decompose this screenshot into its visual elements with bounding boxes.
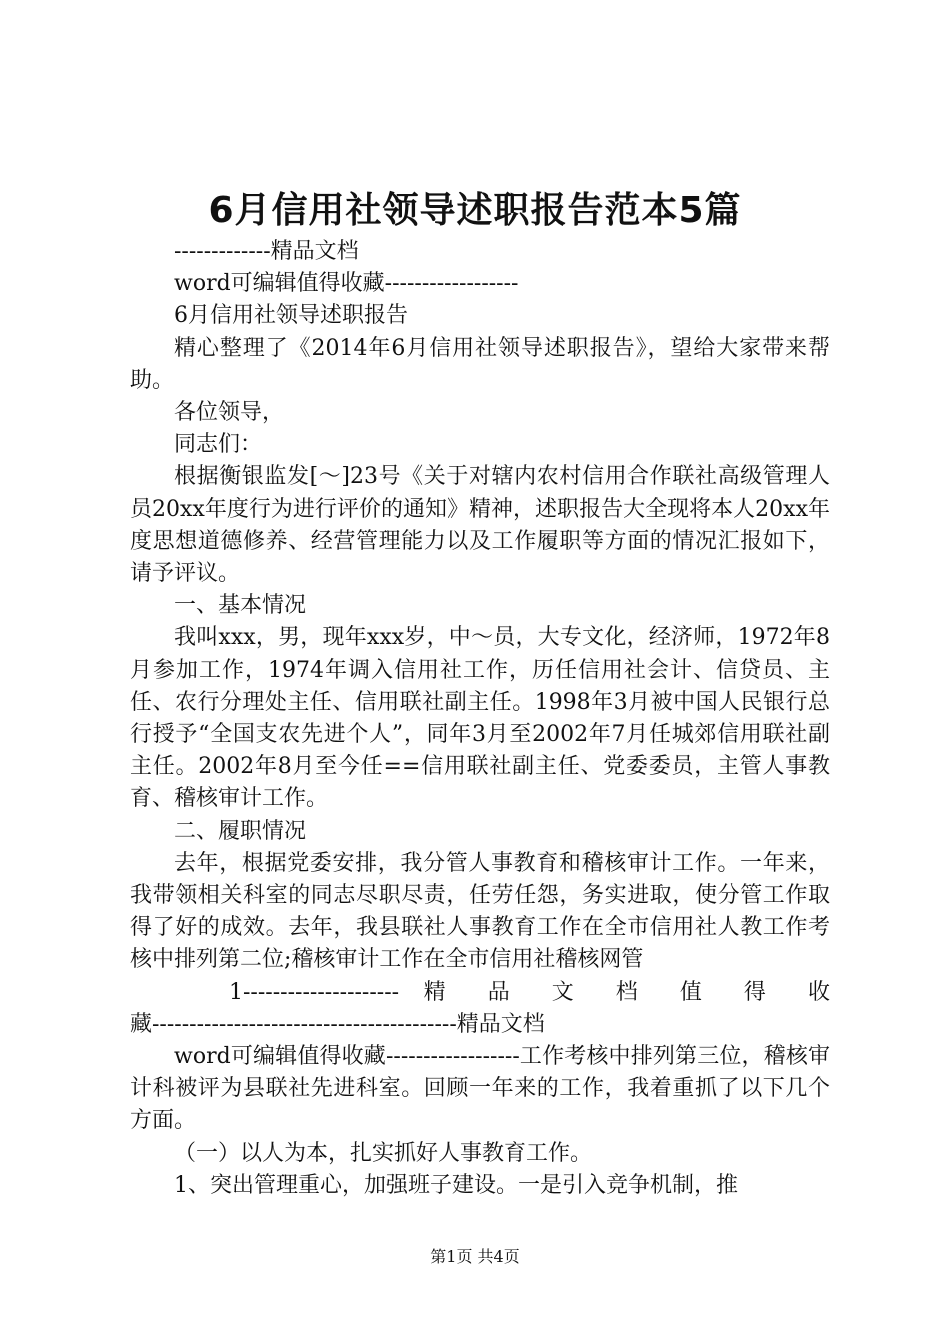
section-heading: 一、基本情况 xyxy=(174,593,307,619)
paragraph: 同志们： xyxy=(174,432,263,458)
paragraph: 精心整理了《2014年6月信用社领导述职报告》，望给大家带来帮助。 xyxy=(130,335,830,393)
paragraph: （一）以人为本，扎实抓好人事教育工作。 xyxy=(174,1140,593,1166)
paragraph: word可编辑值得收藏------------------工作考核中排列第三位，稽核审计科被评为县联社先进科室。回顾一年来的工作，我着重抓了以下几个方面。 xyxy=(130,1044,830,1134)
divider-line: 1--------------------- 精 品 文 档 值 得 收 xyxy=(229,979,830,1005)
paragraph: 6月信用社领导述职报告 xyxy=(174,303,408,329)
paragraph: 去年，根据党委安排，我分管人事教育和稽核审计工作。一年来，我带领相关科室的同志尽职尽责，任劳任怨，务实进取，使分管工作取得了好的成效。去年，我县联社人事教育工作在全市信用社人教工作考核中排列第二位;稽核审计工作在全市信用社稽核网管 xyxy=(130,850,830,973)
document-body xyxy=(130,236,830,1202)
paragraph: -------------精品文档 xyxy=(174,239,359,264)
paragraph: word可编辑值得收藏------------------ xyxy=(174,271,519,297)
document-title: 6月信用社领导述职报告范本5篇 xyxy=(208,190,742,231)
paragraph: 我叫xxx，男，现年xxx岁，中～员，大专文化，经济师，1972年8月参加工作，1974年调入信用社工作，历任信用社会计、信贷员、主任、农行分理处主任、信用联社副主任。1998年3月被中国人民银行总行授予“全国支农先进个人”，同年3月至2002年7月任城郊信用联社副主任。2002年8月至今任==信用联社副主任、党委委员，主管人事教育、稽核审计工作。 xyxy=(130,625,830,812)
paragraph: 各位领导， xyxy=(174,400,285,426)
section-heading: 二、履职情况 xyxy=(174,818,307,844)
divider-line: 藏-----------------------------------------精品文档 xyxy=(130,1011,545,1037)
paragraph: 1、突出管理重心，加强班子建设。一是引入竞争机制，推 xyxy=(174,1172,738,1198)
paragraph: 根据衡银监发[～]23号《关于对辖内农村信用合作联社高级管理人员20xx年度行为进行评价的通知》精神，述职报告大全现将本人20xx年度思想道德修养、经营管理能力以及工作履职等方面的情况汇报如下，请予评议。 xyxy=(130,464,830,587)
page-number: 第1页 共4页 xyxy=(430,1247,520,1266)
